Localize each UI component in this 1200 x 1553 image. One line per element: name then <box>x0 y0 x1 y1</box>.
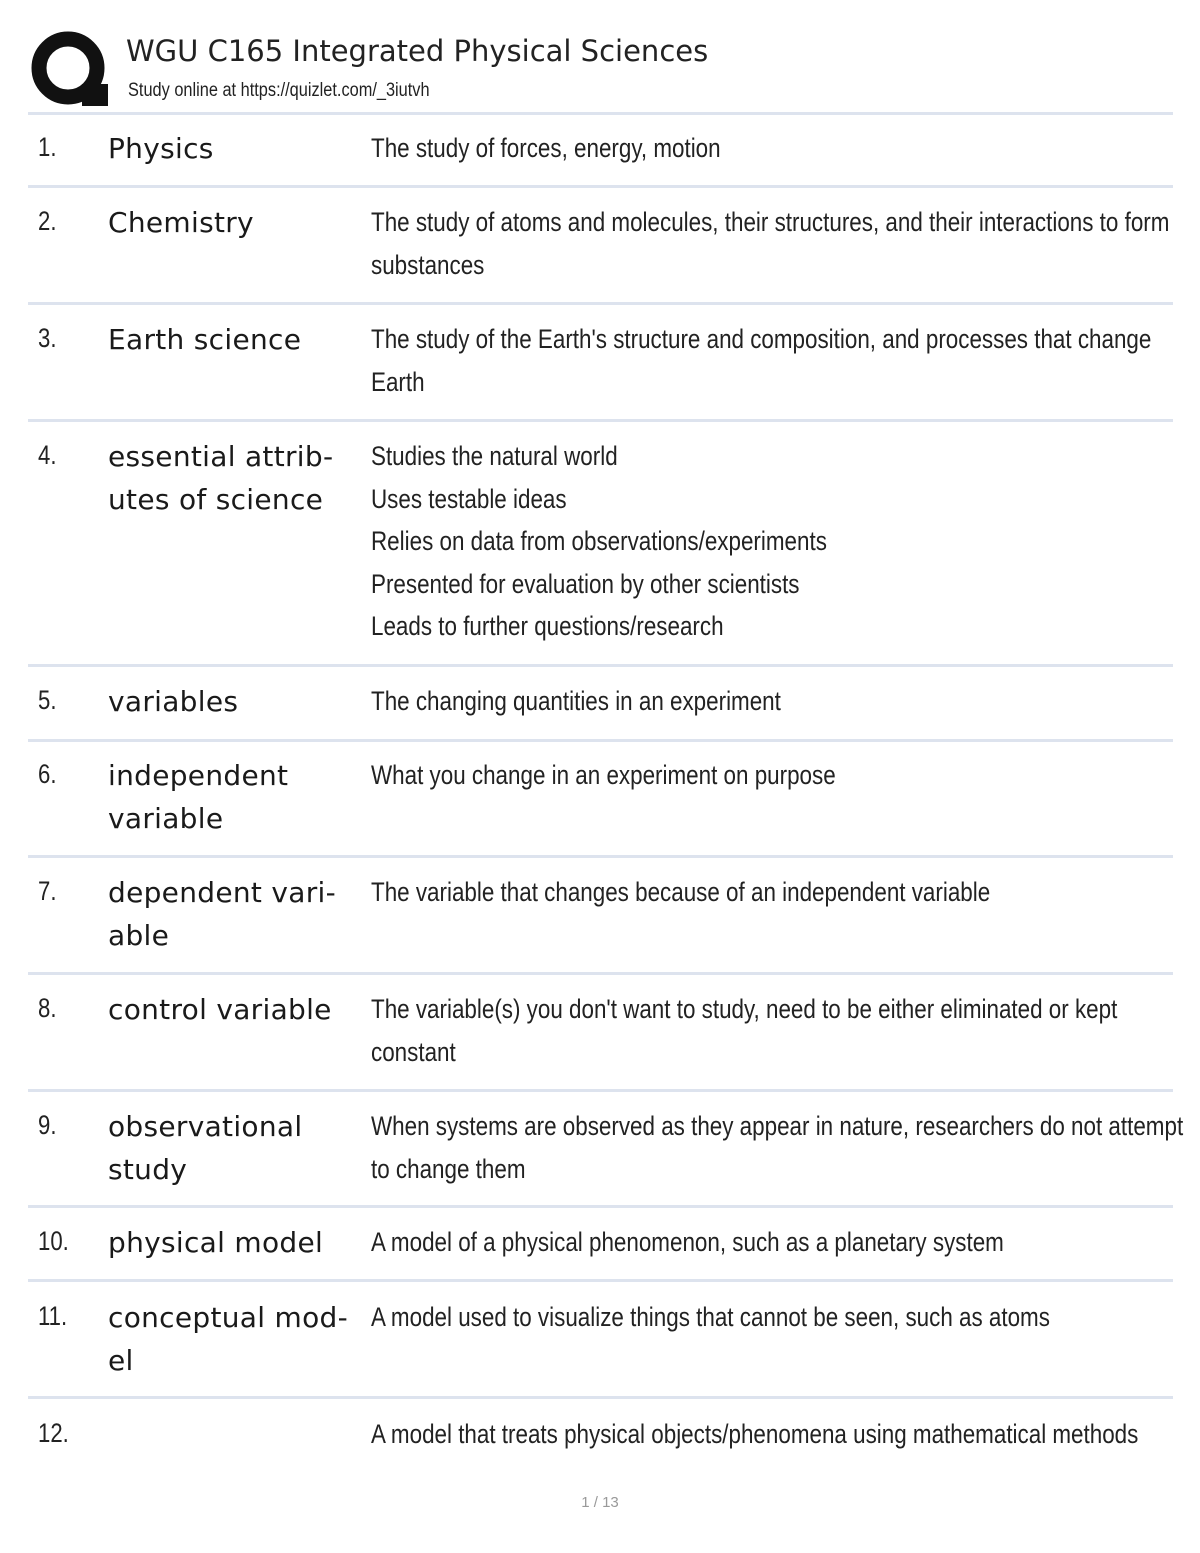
term-number: 9. <box>38 1110 57 1140</box>
term-definition <box>371 435 1155 648</box>
term-line: able <box>108 919 170 952</box>
term-line: utes of science <box>108 483 324 516</box>
term-number: 5. <box>38 685 57 715</box>
row-divider <box>28 664 1173 667</box>
row-divider <box>28 419 1173 422</box>
definition-line: to change them <box>371 1153 526 1184</box>
term-definition <box>371 680 1155 723</box>
row-divider <box>28 739 1173 742</box>
term-number: 11. <box>38 1301 68 1331</box>
term-line: observational <box>108 1110 303 1143</box>
term-label <box>108 1105 368 1191</box>
term-label <box>108 754 368 840</box>
definition-line: Earth <box>371 366 425 397</box>
definition-line: The changing quantities in an experiment <box>371 686 781 716</box>
row-divider <box>28 972 1173 975</box>
term-definition <box>371 754 1155 797</box>
term-number: 7. <box>38 876 57 906</box>
definition-line: Studies the natural world <box>371 441 618 471</box>
term-definition <box>371 318 1155 403</box>
term-line: Earth science <box>108 323 302 356</box>
row-divider <box>28 185 1173 188</box>
definition-line: Leads to further questions/research <box>371 611 724 641</box>
definition-line: The variable that changes because of an independent variable <box>371 877 991 907</box>
definition-line: When systems are observed as they appear in nature, researchers do not attempt <box>371 1111 1184 1141</box>
definition-line: Uses testable ideas <box>371 483 567 514</box>
header-divider <box>28 112 1173 115</box>
term-number: 6. <box>38 759 57 789</box>
term-line: dependent vari- <box>108 876 336 909</box>
term-line: study <box>108 1153 188 1186</box>
term-label <box>108 1221 368 1264</box>
definition-line: substances <box>371 249 485 280</box>
term-line: el <box>108 1344 134 1377</box>
term-definition <box>371 871 1155 914</box>
page-title: WGU C165 Integrated Physical Sciences <box>126 34 709 68</box>
term-line: essential attrib- <box>108 440 334 473</box>
term-definition <box>371 127 1155 170</box>
term-label <box>108 318 368 361</box>
definition-line: The study of atoms and molecules, their structures, and their interactions to form <box>371 207 1170 237</box>
term-definition <box>371 201 1170 286</box>
row-divider <box>28 1279 1173 1282</box>
definition-line: Presented for evaluation by other scientists <box>371 568 800 599</box>
page-header <box>30 28 1172 112</box>
term-number: 1. <box>38 132 57 162</box>
definition-line: The study of the Earth's structure and composition, and processes that change <box>371 324 1152 354</box>
term-definition <box>371 1413 1155 1456</box>
term-number: 10. <box>38 1226 69 1256</box>
term-line: conceptual mod- <box>108 1301 349 1334</box>
quizlet-logo-icon <box>30 30 110 110</box>
definition-line: The variable(s) you don't want to study, need to be either eliminated or kept <box>371 994 1118 1024</box>
row-divider <box>28 1089 1173 1092</box>
term-line: Physics <box>108 132 214 165</box>
term-line: variables <box>108 685 239 718</box>
term-number: 8. <box>38 993 57 1023</box>
term-label <box>108 201 368 244</box>
term-number: 3. <box>38 323 57 353</box>
definition-line: A model used to visualize things that cannot be seen, such as atoms <box>371 1302 1050 1332</box>
term-number: 12. <box>38 1418 69 1448</box>
term-label <box>108 435 368 521</box>
term-line: control variable <box>108 993 332 1026</box>
row-divider <box>28 1396 1173 1399</box>
definition-line: A model that treats physical objects/phenomena using mathematical methods <box>371 1419 1139 1449</box>
term-definition <box>371 1105 1184 1190</box>
definition-line: A model of a physical phenomenon, such as a planetary system <box>371 1227 1004 1257</box>
definition-line: Relies on data from observations/experiments <box>371 526 827 556</box>
term-label <box>108 871 368 957</box>
term-line: independent <box>108 759 289 792</box>
term-definition <box>371 1296 1155 1339</box>
term-line: physical model <box>108 1226 324 1259</box>
term-definition <box>371 1221 1155 1264</box>
term-label <box>108 1296 368 1382</box>
definition-line: The study of forces, energy, motion <box>371 133 721 163</box>
term-line: Chemistry <box>108 206 254 239</box>
row-divider <box>28 302 1173 305</box>
term-label <box>108 680 368 723</box>
term-number: 4. <box>38 440 57 470</box>
term-number: 2. <box>38 206 57 236</box>
definition-line: constant <box>371 1036 456 1067</box>
term-label <box>108 988 368 1031</box>
definition-line: What you change in an experiment on purpose <box>371 760 836 790</box>
row-divider <box>28 1205 1173 1208</box>
page-number: 1 / 13 <box>581 1494 619 1511</box>
row-divider <box>28 855 1173 858</box>
term-line: variable <box>108 802 224 835</box>
term-definition <box>371 988 1155 1073</box>
study-online-link[interactable]: Study online at https://quizlet.com/_3iutvh <box>128 80 430 101</box>
term-label <box>108 127 368 170</box>
